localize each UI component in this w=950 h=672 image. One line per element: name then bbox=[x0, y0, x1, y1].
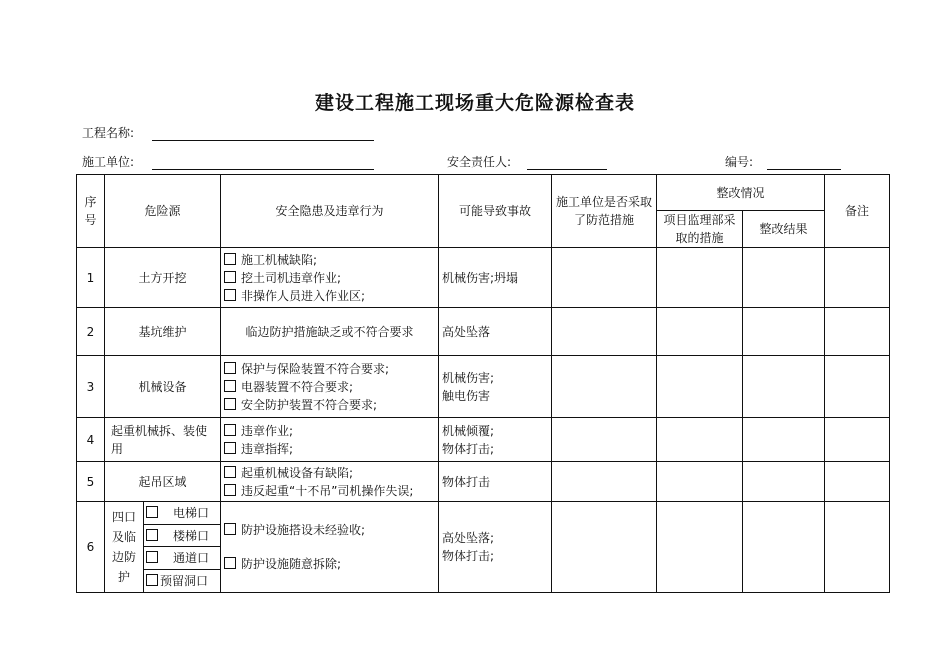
page-title: 建设工程施工现场重大危险源检查表 bbox=[314, 92, 635, 114]
sub-item-stair: 楼梯口 bbox=[144, 524, 221, 547]
header-supervisor-measures: 项目监理部采取的措施 bbox=[657, 211, 743, 248]
row-accident: 高处坠落 bbox=[439, 308, 552, 356]
row-supervisor-cell[interactable] bbox=[657, 248, 743, 308]
sub-item-elevator: 电梯口 bbox=[144, 502, 221, 524]
checkbox[interactable] bbox=[224, 289, 236, 301]
checkbox[interactable] bbox=[224, 271, 236, 283]
row-hazard: 四口及临边防护 bbox=[105, 502, 144, 592]
row-supervisor-cell[interactable] bbox=[657, 356, 743, 418]
header-possible-accident: 可能导致事故 bbox=[439, 175, 552, 248]
row-supervisor-cell[interactable] bbox=[657, 418, 743, 462]
row-hidden-danger: 防护设施搭设未经验收; 防护设施随意拆除; bbox=[221, 502, 439, 593]
row-accident: 机械倾覆; 物体打击; bbox=[439, 418, 552, 462]
checkbox[interactable] bbox=[224, 362, 236, 374]
row-measures-cell[interactable] bbox=[552, 308, 657, 356]
row-hazard: 土方开挖 bbox=[105, 248, 221, 308]
project-name-field bbox=[82, 124, 374, 141]
row-hidden-danger: 起重机械设备有缺陷; 违反起重“十不吊”司机操作失误; bbox=[221, 462, 439, 502]
row-accident: 机械伤害; 触电伤害 bbox=[439, 356, 552, 418]
row-hidden-danger: 保护与保险装置不符合要求; 电器装置不符合要求; 安全防护装置不符合要求; bbox=[221, 356, 439, 418]
checkbox[interactable] bbox=[224, 253, 236, 265]
number-blank[interactable] bbox=[767, 156, 841, 170]
row-supervisor-cell[interactable] bbox=[657, 462, 743, 502]
row-remarks-cell[interactable] bbox=[825, 418, 890, 462]
row-hidden-danger: 施工机械缺陷; 挖土司机违章作业; 非操作人员进入作业区; bbox=[221, 248, 439, 308]
construction-unit-blank[interactable] bbox=[152, 156, 374, 170]
safety-person-field bbox=[447, 153, 607, 170]
row-hazard-compound bbox=[105, 502, 221, 593]
row-seq: 3 bbox=[77, 356, 105, 418]
header-seq: 序号 bbox=[77, 175, 105, 248]
checkbox[interactable] bbox=[224, 424, 236, 436]
checkbox[interactable] bbox=[224, 442, 236, 454]
row-measures-cell[interactable] bbox=[552, 502, 657, 593]
number-field bbox=[725, 153, 841, 170]
number-label: 编号: bbox=[725, 155, 754, 169]
table-row bbox=[77, 248, 890, 308]
row-seq: 2 bbox=[77, 308, 105, 356]
project-name-blank[interactable] bbox=[152, 127, 374, 141]
row-seq: 5 bbox=[77, 462, 105, 502]
header-hazard: 危险源 bbox=[105, 175, 221, 248]
checkbox[interactable] bbox=[224, 484, 236, 496]
row-accident: 机械伤害;坍塌 bbox=[439, 248, 552, 308]
construction-unit-label: 施工单位: bbox=[82, 155, 135, 169]
row-result-cell[interactable] bbox=[743, 462, 825, 502]
row-remarks-cell[interactable] bbox=[825, 308, 890, 356]
row-seq: 6 bbox=[77, 502, 105, 593]
row-measures-cell[interactable] bbox=[552, 248, 657, 308]
row-result-cell[interactable] bbox=[743, 502, 825, 593]
checkbox[interactable] bbox=[224, 466, 236, 478]
checkbox[interactable] bbox=[146, 506, 158, 518]
row-measures-cell[interactable] bbox=[552, 462, 657, 502]
header-remarks: 备注 bbox=[825, 175, 890, 248]
row-seq: 4 bbox=[77, 418, 105, 462]
checkbox[interactable] bbox=[224, 557, 236, 569]
checkbox[interactable] bbox=[224, 380, 236, 392]
table-row bbox=[77, 502, 890, 593]
row-result-cell[interactable] bbox=[743, 356, 825, 418]
row-hidden-danger: 临边防护措施缺乏或不符合要求 bbox=[221, 308, 439, 356]
header-hidden-danger: 安全隐患及违章行为 bbox=[221, 175, 439, 248]
row-remarks-cell[interactable] bbox=[825, 248, 890, 308]
sub-item-reserved-hole: 预留洞口 bbox=[144, 570, 221, 592]
row-seq: 1 bbox=[77, 248, 105, 308]
table-row bbox=[77, 356, 890, 418]
row-measures-cell[interactable] bbox=[552, 356, 657, 418]
row-supervisor-cell[interactable] bbox=[657, 308, 743, 356]
checkbox[interactable] bbox=[146, 551, 158, 563]
row-hazard: 基坑维护 bbox=[105, 308, 221, 356]
checkbox[interactable] bbox=[224, 523, 236, 535]
row-hazard: 机械设备 bbox=[105, 356, 221, 418]
row-accident: 高处坠落; 物体打击; bbox=[439, 502, 552, 593]
checkbox[interactable] bbox=[146, 574, 158, 586]
row-result-cell[interactable] bbox=[743, 418, 825, 462]
row-remarks-cell[interactable] bbox=[825, 502, 890, 593]
row-remarks-cell[interactable] bbox=[825, 462, 890, 502]
sub-item-passage: 通道口 bbox=[144, 547, 221, 570]
safety-person-label: 安全责任人: bbox=[447, 155, 512, 169]
row-remarks-cell[interactable] bbox=[825, 356, 890, 418]
row-result-cell[interactable] bbox=[743, 308, 825, 356]
table-row bbox=[77, 462, 890, 502]
table-row bbox=[77, 418, 890, 462]
row-accident: 物体打击 bbox=[439, 462, 552, 502]
hazard-check-table bbox=[76, 174, 890, 593]
checkbox[interactable] bbox=[224, 398, 236, 410]
row-hidden-danger: 违章作业; 违章指挥; bbox=[221, 418, 439, 462]
header-rectification: 整改情况 bbox=[657, 175, 825, 211]
header-result: 整改结果 bbox=[743, 211, 825, 248]
header-measures-taken: 施工单位是否采取了防范措施 bbox=[552, 175, 657, 248]
row-hazard: 起吊区域 bbox=[105, 462, 221, 502]
row-hazard: 起重机械拆、装使用 bbox=[105, 418, 221, 462]
construction-unit-field bbox=[82, 153, 374, 170]
row-measures-cell[interactable] bbox=[552, 418, 657, 462]
table-row bbox=[77, 308, 890, 356]
checkbox[interactable] bbox=[146, 529, 158, 541]
row-supervisor-cell[interactable] bbox=[657, 502, 743, 593]
row-result-cell[interactable] bbox=[743, 248, 825, 308]
safety-person-blank[interactable] bbox=[527, 156, 607, 170]
project-name-label: 工程名称: bbox=[82, 126, 135, 140]
